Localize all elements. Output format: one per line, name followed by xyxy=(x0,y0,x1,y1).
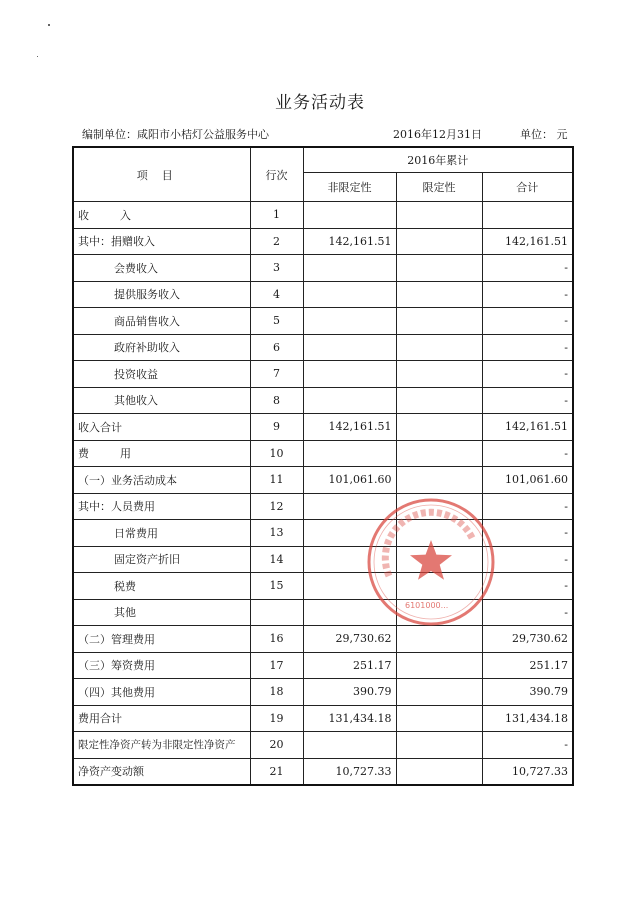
row-restricted xyxy=(396,202,482,229)
row-total: - xyxy=(482,732,573,759)
row-label: 固定资产折旧 xyxy=(73,546,250,573)
table-row xyxy=(73,679,573,706)
row-unrestricted xyxy=(303,732,396,759)
row-line: 20 xyxy=(250,732,303,759)
table-row xyxy=(73,228,573,255)
row-line: 9 xyxy=(250,414,303,441)
row-restricted xyxy=(396,705,482,732)
row-restricted xyxy=(396,732,482,759)
header-total: 合计 xyxy=(482,173,573,202)
row-restricted xyxy=(396,679,482,706)
row-total: 251.17 xyxy=(482,652,573,679)
row-label: 其他 xyxy=(73,599,250,626)
row-total: - xyxy=(482,440,573,467)
row-total: - xyxy=(482,599,573,626)
header-row xyxy=(73,147,573,173)
header-item: 项目 xyxy=(73,147,250,202)
row-total: - xyxy=(482,255,573,282)
row-line: 10 xyxy=(250,440,303,467)
table-row xyxy=(73,493,573,520)
row-label: 费 用 xyxy=(73,440,250,467)
row-label: 其中：捐赠收入 xyxy=(73,228,250,255)
activity-statement-table xyxy=(72,146,574,786)
row-unrestricted: 390.79 xyxy=(303,679,396,706)
row-unrestricted: 142,161.51 xyxy=(303,414,396,441)
table-row xyxy=(73,626,573,653)
header-unrestricted: 非限定性 xyxy=(303,173,396,202)
row-total: 10,727.33 xyxy=(482,758,573,785)
document-title: 业务活动表 xyxy=(275,93,365,113)
row-total: 390.79 xyxy=(482,679,573,706)
row-restricted xyxy=(396,440,482,467)
row-unrestricted xyxy=(303,202,396,229)
row-line: 7 xyxy=(250,361,303,388)
seal-serial: 6101000... xyxy=(405,601,449,610)
row-total: - xyxy=(482,334,573,361)
official-seal-stamp xyxy=(365,496,497,628)
scan-speck xyxy=(37,56,38,57)
row-label: 收 入 xyxy=(73,202,250,229)
table-row xyxy=(73,652,573,679)
row-restricted xyxy=(396,414,482,441)
row-label: 净资产变动额 xyxy=(73,758,250,785)
row-label: 投资收益 xyxy=(73,361,250,388)
row-label: 其中：人员费用 xyxy=(73,493,250,520)
row-line: 13 xyxy=(250,520,303,547)
row-line: 17 xyxy=(250,652,303,679)
row-label: 收入合计 xyxy=(73,414,250,441)
row-label: 提供服务收入 xyxy=(73,281,250,308)
row-label: 商品销售收入 xyxy=(73,308,250,335)
seal-graphic xyxy=(369,500,493,624)
table-row xyxy=(73,202,573,229)
row-restricted xyxy=(396,758,482,785)
header-period: 2016年累计 xyxy=(303,147,573,173)
row-unrestricted: 131,434.18 xyxy=(303,705,396,732)
row-restricted xyxy=(396,361,482,388)
row-line: 4 xyxy=(250,281,303,308)
row-total xyxy=(482,202,573,229)
row-label: 税费 xyxy=(73,573,250,600)
row-restricted xyxy=(396,387,482,414)
row-line: 11 xyxy=(250,467,303,494)
row-label: 日常费用 xyxy=(73,520,250,547)
row-line: 8 xyxy=(250,387,303,414)
table-row xyxy=(73,467,573,494)
table-row xyxy=(73,546,573,573)
row-line: 6 xyxy=(250,334,303,361)
row-label: 限定性净资产转为非限定性净资产 xyxy=(73,732,250,759)
table-row xyxy=(73,361,573,388)
row-label: 费用合计 xyxy=(73,705,250,732)
scan-speck xyxy=(48,24,50,26)
header-restricted: 限定性 xyxy=(396,173,482,202)
row-restricted xyxy=(396,626,482,653)
unit-label: 单位： 元 xyxy=(520,128,568,141)
row-label: （三）筹资费用 xyxy=(73,652,250,679)
row-unrestricted xyxy=(303,281,396,308)
header-line-no: 行次 xyxy=(250,147,303,202)
row-total: - xyxy=(482,281,573,308)
table-row xyxy=(73,705,573,732)
table-row xyxy=(73,520,573,547)
row-restricted xyxy=(396,281,482,308)
row-total: - xyxy=(482,546,573,573)
row-line: 12 xyxy=(250,493,303,520)
row-restricted xyxy=(396,228,482,255)
table-row xyxy=(73,387,573,414)
row-unrestricted: 142,161.51 xyxy=(303,228,396,255)
row-label: （四）其他费用 xyxy=(73,679,250,706)
table-row xyxy=(73,334,573,361)
row-total: 101,061.60 xyxy=(482,467,573,494)
date-label: 2016年12月31日 xyxy=(393,128,482,141)
row-line: 1 xyxy=(250,202,303,229)
row-label: （一）业务活动成本 xyxy=(73,467,250,494)
org-label: 编制单位：咸阳市小桔灯公益服务中心 xyxy=(82,128,269,141)
row-total: 142,161.51 xyxy=(482,414,573,441)
row-label: 会费收入 xyxy=(73,255,250,282)
row-total: - xyxy=(482,520,573,547)
row-total: - xyxy=(482,361,573,388)
row-restricted xyxy=(396,334,482,361)
row-restricted xyxy=(396,467,482,494)
row-unrestricted: 29,730.62 xyxy=(303,626,396,653)
table-row xyxy=(73,573,573,600)
row-unrestricted: 10,727.33 xyxy=(303,758,396,785)
row-total: 29,730.62 xyxy=(482,626,573,653)
table-row xyxy=(73,732,573,759)
row-total: - xyxy=(482,493,573,520)
table-row xyxy=(73,308,573,335)
row-total: - xyxy=(482,387,573,414)
seal-star-icon xyxy=(410,540,452,580)
table-row xyxy=(73,255,573,282)
row-total: - xyxy=(482,573,573,600)
row-total: 131,434.18 xyxy=(482,705,573,732)
table-row xyxy=(73,758,573,785)
row-unrestricted: 101,061.60 xyxy=(303,467,396,494)
row-unrestricted xyxy=(303,255,396,282)
row-unrestricted xyxy=(303,361,396,388)
table-row xyxy=(73,440,573,467)
row-restricted xyxy=(396,255,482,282)
row-line: 15 xyxy=(250,573,303,600)
table-row xyxy=(73,599,573,626)
row-unrestricted xyxy=(303,308,396,335)
row-unrestricted xyxy=(303,387,396,414)
row-label: 政府补助收入 xyxy=(73,334,250,361)
row-line: 18 xyxy=(250,679,303,706)
row-total: 142,161.51 xyxy=(482,228,573,255)
row-line: 16 xyxy=(250,626,303,653)
row-line: 5 xyxy=(250,308,303,335)
row-line: 2 xyxy=(250,228,303,255)
row-line: 3 xyxy=(250,255,303,282)
row-line: 21 xyxy=(250,758,303,785)
row-restricted xyxy=(396,652,482,679)
row-label: 其他收入 xyxy=(73,387,250,414)
row-line xyxy=(250,599,303,626)
table-row xyxy=(73,414,573,441)
row-line: 14 xyxy=(250,546,303,573)
row-line: 19 xyxy=(250,705,303,732)
row-unrestricted xyxy=(303,440,396,467)
table-row xyxy=(73,281,573,308)
row-label: （二）管理费用 xyxy=(73,626,250,653)
row-unrestricted xyxy=(303,334,396,361)
row-total: - xyxy=(482,308,573,335)
row-unrestricted: 251.17 xyxy=(303,652,396,679)
row-restricted xyxy=(396,308,482,335)
